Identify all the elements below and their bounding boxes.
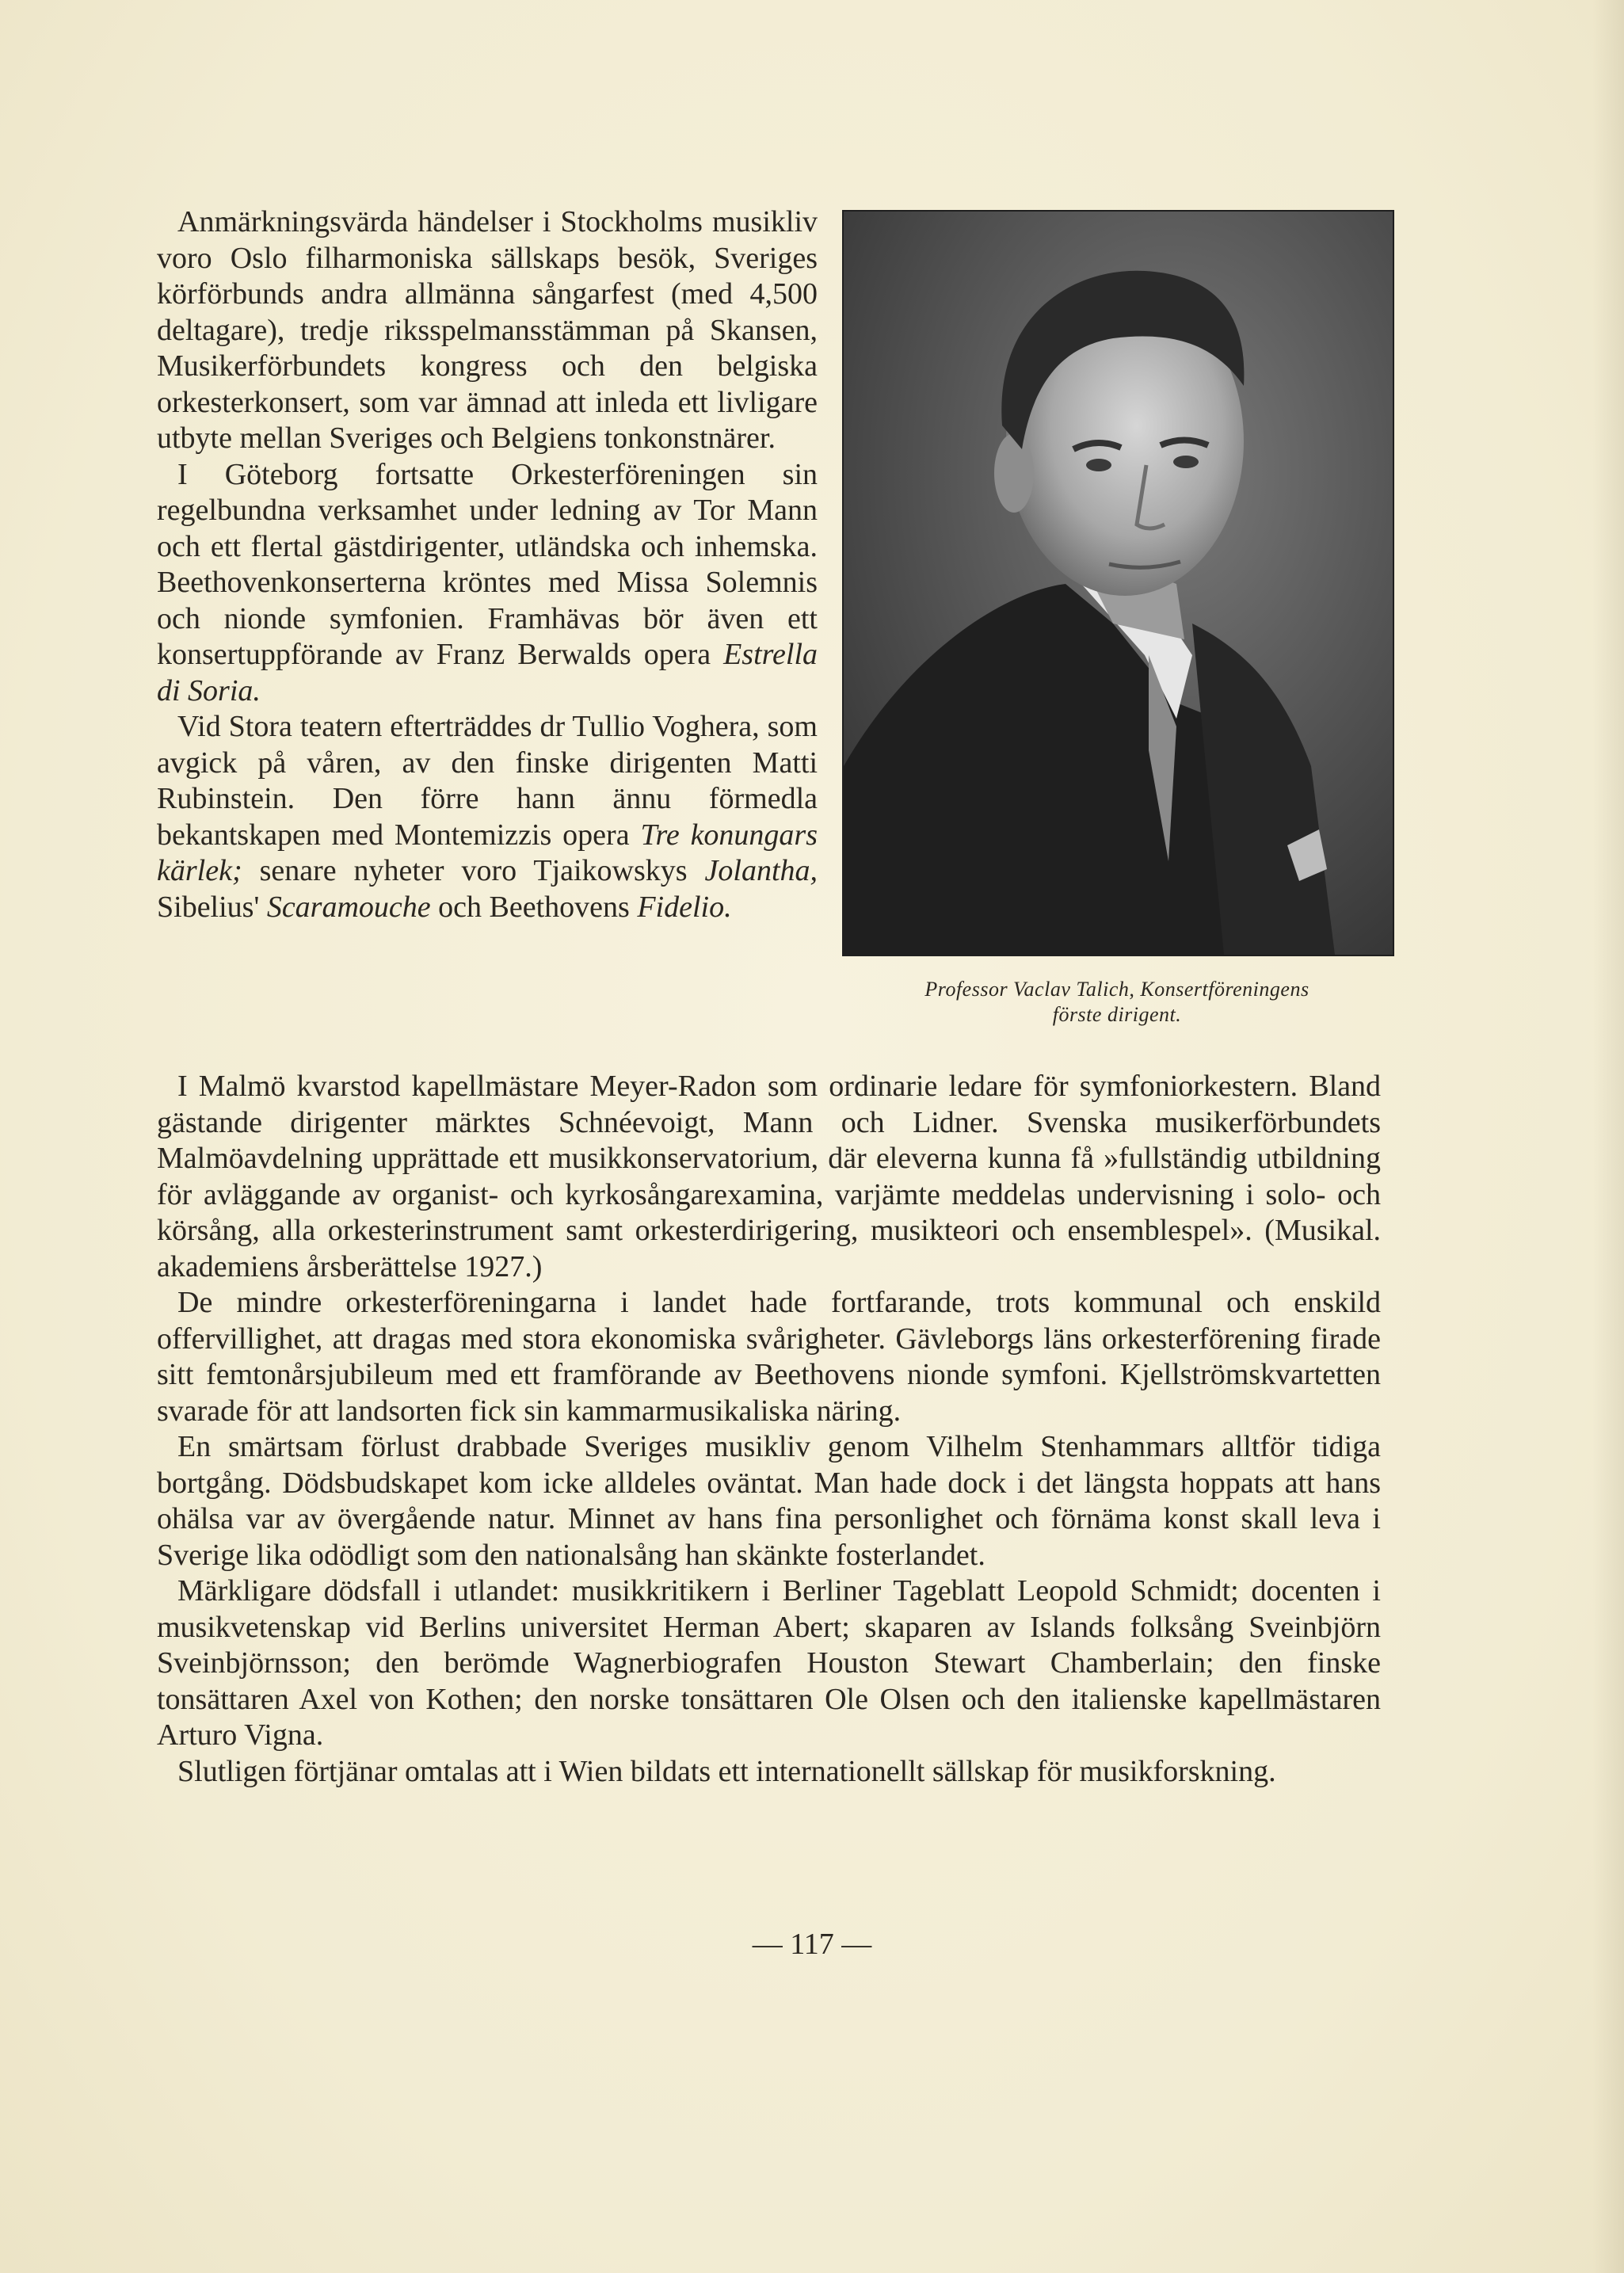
- left-column: [157, 204, 818, 925]
- opera-title-tre-konungars: Tre konungars kärlek;: [157, 818, 818, 887]
- paragraph-orkesterforeningarna: De mindre orkesterföreningarna i landet hade fortfarande, trots kommunal och enskild offervillighet, att dragas med stora ekonomiska svårigheter. Gävleborgs läns orkesterförening firade sitt femtonårsjubileum med ett framförande av Beethovens nionde symfoni. Kjellströmskvartetten svarade för att landsorten fick sin kammarmusikaliska näring.: [157, 1286, 1381, 1428]
- stora-teatern-text-4: och Beethovens: [438, 890, 630, 924]
- opera-title-scaramouche: Scaramouche: [266, 890, 431, 924]
- stora-teatern-text-3: Sibelius': [157, 890, 260, 924]
- caption-line-1: Professor Vaclav Talich, Konsertföreningens: [924, 978, 1309, 1001]
- paragraph-stockholm: Anmärkningsvärda händelser i Stockholms musikliv voro Oslo filharmoniska sällskaps besök, Sveriges körförbunds andra allmänna sångarfest (med 4,500 deltagare), tredje riksspelmansstämman på Skansen, Musikerförbundets kongress och den belgiska orkesterkonsert, som var ämnad att inleda ett livligare utbyte mellan Sveriges och Belgiens tonkonstnärer.: [157, 205, 818, 455]
- stora-teatern-text-1: Vid Stora teatern efterträddes dr Tullio Voghera, som avgick på våren, av den finske dirigenten Matti Rubinstein. Den förre hann ännu förmedla bekantskapen med Montemizzis opera: [157, 710, 818, 852]
- body-column: [157, 1069, 1381, 1790]
- stora-teatern-text-2: senare nyheter voro Tjaikowskys: [259, 854, 688, 887]
- photo-caption: [824, 977, 1410, 1028]
- caption-line-2: förste dirigent.: [1052, 1003, 1182, 1026]
- paragraph-wien: Slutligen förtjänar omtalas att i Wien bildats ett internationellt sällskap för musikforskning.: [177, 1754, 1276, 1788]
- paragraph-dodsfall: Märkligare dödsfall i utlandet: musikkritikern i Berliner Tageblatt Leopold Schmidt; docenten i musikvetenskap vid Berlins universitet Herman Abert; skaparen av Islands folksång Sveinbjörn Sveinbjörnsson; den berömde Wagnerbiografen Houston Stewart Chamberlain; den finske tonsättaren Axel von Kothen; den norske tonsättaren Ole Olsen och den italienske kapellmästaren Arturo Vigna.: [157, 1574, 1381, 1752]
- paragraph-goteborg: [157, 457, 818, 710]
- page-number: — 117 —: [752, 1928, 872, 1961]
- paragraph-goteborg-text: I Göteborg fortsatte Orkesterföreningen sin regelbundna verksamhet under ledning av Tor Mann och ett flertal gästdirigenter, utländska och inhemska. Beethovenkonserterna kröntes med Missa Solemnis och nionde symfonien. Framhävas bör även ett konsertuppförande av Franz Berwalds opera: [157, 457, 818, 671]
- portrait-photo: [842, 210, 1394, 956]
- paragraph-stenhammar: En smärtsam förlust drabbade Sveriges musikliv genom Vilhelm Stenhammars alltför tidiga bortgång. Dödsbudskapet kom icke alldeles oväntat. Man hade dock i det längsta hoppats att hans ohälsa var av övergående natur. Minnet av hans fina personlighet och förnäma konst skall leva i Sverige lika odödligt som den nationalsång han skänkte fosterlandet.: [157, 1430, 1381, 1572]
- paragraph-malmo: I Malmö kvarstod kapellmästare Meyer-Radon som ordinarie ledare för symfoniorkestern. Bland gästande dirigenter märktes Schnéevoigt, Mann och Lidner. Svenska musikerförbundets Malmöavdelning upprättade ett musikkonservatorium, där eleverna kunna få »fullständig utbildning för avläggande av organist- och kyrkosångarexamina, varjämte meddelas undervisning i solo- och körsång, alla orkesterinstrument samt orkesterdirigering, musikteori och ensemblespel». (Musikal. akademiens årsberättelse 1927.): [157, 1070, 1381, 1283]
- opera-title-estrella: Estrella di Soria.: [157, 638, 818, 707]
- paragraph-stora-teatern: [157, 709, 818, 925]
- opera-title-fidelio: Fidelio.: [637, 890, 732, 924]
- portrait-illustration: [844, 212, 1393, 955]
- opera-title-jolantha: Jolantha,: [704, 854, 818, 887]
